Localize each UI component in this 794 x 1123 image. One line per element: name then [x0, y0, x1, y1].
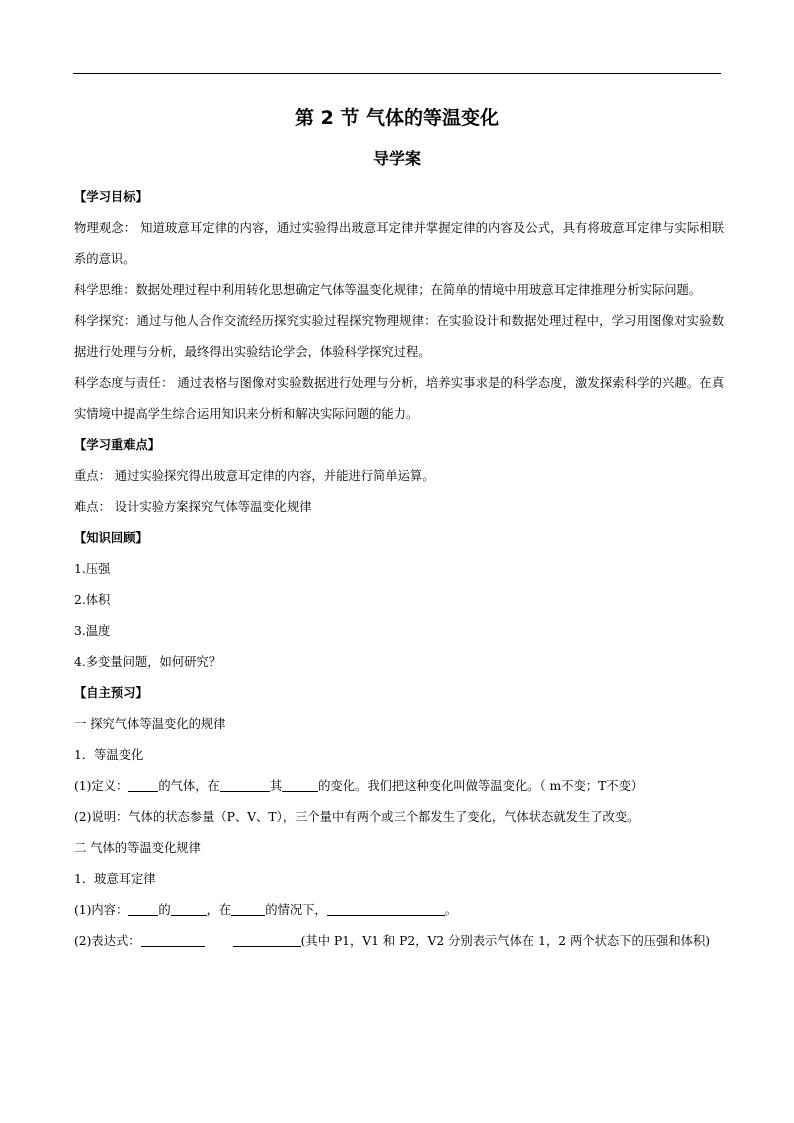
header-rule [73, 73, 721, 74]
part1-subtitle: 1．等温变化 [74, 748, 144, 762]
expression-label: (2)表达式： [74, 934, 141, 948]
fill-blank[interactable] [231, 901, 265, 916]
objective-science-inquiry: 科学探究：通过与他人合作交流经历探究实验过程探究物理规律：在实验设计和数据处理过程中，学习用图像对实验数据进行处理与分析，最终得出实验结论学会，体验科学探究过程。 [74, 314, 724, 359]
definition-line [74, 771, 724, 802]
definition-text: 其 [269, 779, 283, 793]
review-item: 4.多变量问题，如何研究？ [74, 655, 221, 669]
review-heading: 【知识回顾】 [74, 531, 148, 545]
objective-science-attitude: 科学态度与责任： 通过表格与图像对实验数据进行处理与分析，培养实事求是的科学态度，激发探索科学的兴趣。在真实情境中提高学生综合运用知识来分析和解决实际问题的能力。 [74, 376, 724, 421]
objective-science-thinking: 科学思维：数据处理过程中利用转化思想确定气体等温变化规律；在简单的情境中用玻意耳定律推理分析实际问题。 [74, 283, 702, 297]
fill-blank[interactable] [220, 777, 270, 792]
law-content-line [74, 895, 724, 926]
review-item: 2.体积 [74, 593, 111, 607]
review-item: 3.温度 [74, 624, 111, 638]
definition-text: 的气体，在 [158, 779, 220, 793]
law-content-label: (1)内容： [74, 903, 129, 917]
law-content-text: 。 [444, 903, 458, 917]
fill-blank[interactable] [141, 932, 205, 947]
fill-blank[interactable] [233, 932, 301, 947]
review-item: 1.压强 [74, 562, 111, 576]
law-content-text: 的 [158, 903, 171, 917]
law-content-text: ，在 [206, 903, 232, 917]
objectives-heading: 【学习目标】 [74, 190, 148, 204]
key-points-heading: 【学习重难点】 [74, 438, 161, 452]
fill-blank[interactable] [282, 777, 318, 792]
part2-title: 二 气体的等温变化规律 [74, 841, 201, 855]
expression-note: (其中 P1，V1 和 P2，V2 分别表示气体在 1，2 两个状态下的压强和体积) [300, 934, 711, 948]
objective-physics-concept: 物理观念： 知道玻意耳定律的内容，通过实验得出玻意耳定律并掌握定律的内容及公式，具有将玻意耳定律与实际相联系的意识。 [74, 221, 724, 266]
fill-blank[interactable] [128, 901, 158, 916]
explanation-line: (2)说明：气体的状态参量（P、V、T），三个量中有两个或三个都发生了变化，气体状态就发生了改变。 [74, 810, 640, 824]
document-body [74, 182, 724, 957]
fill-blank[interactable] [128, 777, 158, 792]
preview-heading: 【自主预习】 [74, 686, 148, 700]
part1-title: 一 探究气体等温变化的规律 [74, 717, 226, 731]
law-content-text: 的情况下， [265, 903, 327, 917]
key-point: 重点： 通过实验探究得出玻意耳定律的内容，并能进行简单运算。 [74, 469, 435, 483]
fill-blank[interactable] [327, 901, 445, 916]
definition-label: (1)定义： [74, 779, 129, 793]
page-title: 第 2 节 气体的等温变化 [294, 107, 500, 129]
difficulty-point: 难点： 设计实验方案探究气体等温变化规律 [74, 500, 312, 514]
definition-text: 的变化。我们把这种变化叫做等温变化。（ m不变；T不变） [318, 779, 644, 793]
law-expression-line [74, 926, 724, 957]
fill-blank[interactable] [171, 901, 207, 916]
part2-subtitle: 1．玻意耳定律 [74, 872, 156, 886]
page-subtitle: 导学案 [372, 149, 421, 168]
